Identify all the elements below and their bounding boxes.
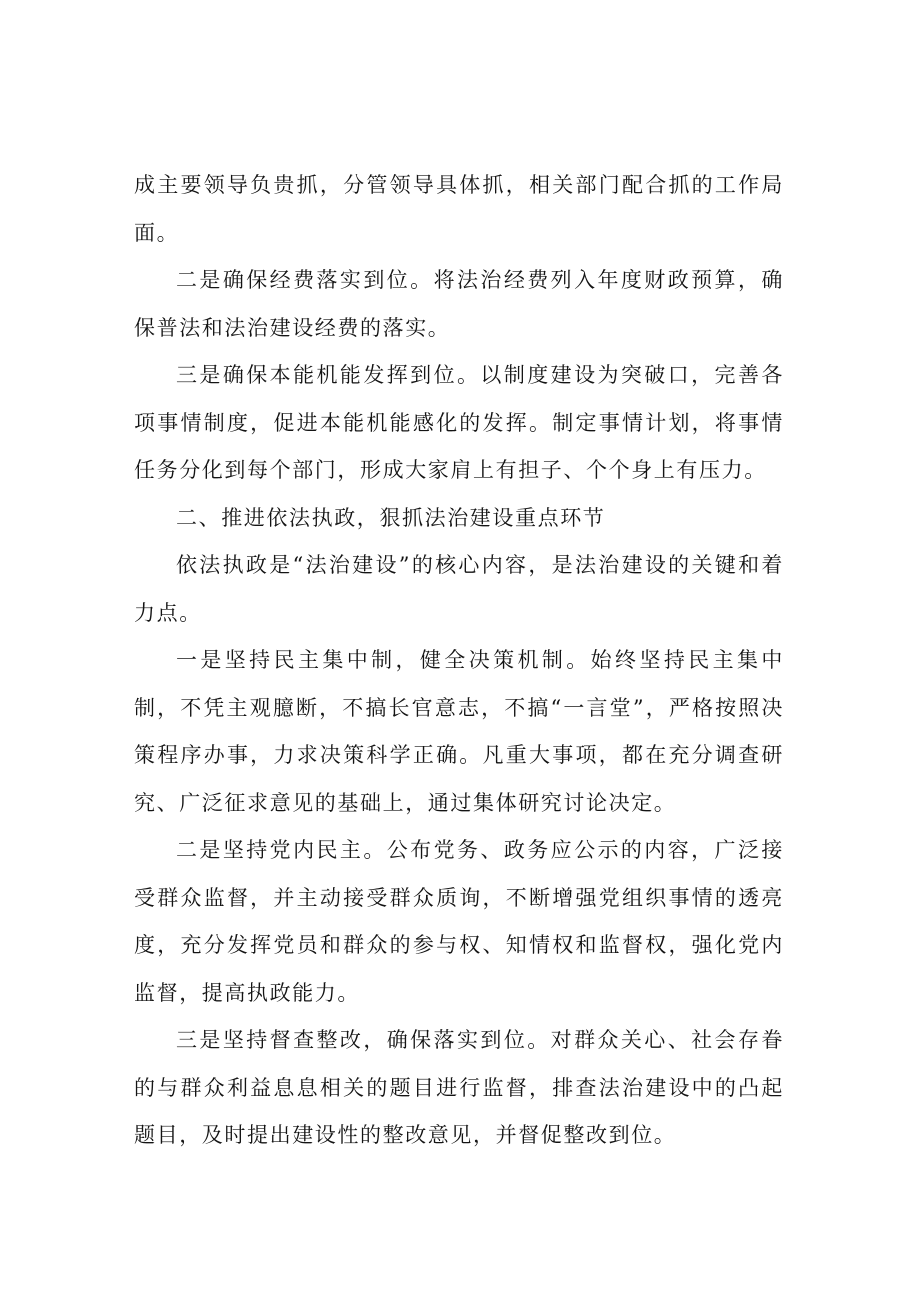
paragraph-funding: 二是确保经费落实到位。将法治经费列入年度财政预算，确保普法和法治建设经费的落实。 bbox=[134, 268, 784, 340]
paragraph-intro: 依法执政是“法治建设”的核心内容，是法治建设的关键和着力点。 bbox=[134, 553, 784, 625]
paragraph-democratic-centralism: 一是坚持民主集中制，健全决策机制。始终坚持民主集中制，不凭主观臆断，不搞长官意志，不搞“一言堂”，严格按照决策程序办事，力求决策科学正确。凡重大事项，都在充分调查研究、广泛征求意见的基础上，通过集体研究讨论决定。 bbox=[134, 648, 784, 815]
section-heading: 二、推进依法执政，狠抓法治建设重点环节 bbox=[176, 505, 606, 530]
document-body bbox=[134, 162, 784, 1160]
paragraph-supervision: 三是坚持督查整改，确保落实到位。对群众关心、社会存眷的与群众利益息息相关的题目进行监督，排查法治建设中的凸起题目，及时提出建设性的整改意见，并督促整改到位。 bbox=[134, 1028, 784, 1147]
paragraph-continuation: 成主要领导负贵抓，分管领导具体抓，相关部门配合抓的工作局面。 bbox=[134, 173, 784, 245]
paragraph-function: 三是确保本能机能发挥到位。以制度建设为突破口，完善各项事情制度，促进本能机能感化的发挥。制定事情计划，将事情任务分化到每个部门，形成大家肩上有担子、个个身上有压力。 bbox=[134, 363, 784, 482]
paragraph-party-democracy: 二是坚持党内民主。公布党务、政务应公示的内容，广泛接受群众监督，并主动接受群众质询，不断增强党组织事情的透亮度，充分发挥党员和群众的参与权、知情权和监督权，强化党内监督，提高执政能力。 bbox=[134, 838, 784, 1005]
